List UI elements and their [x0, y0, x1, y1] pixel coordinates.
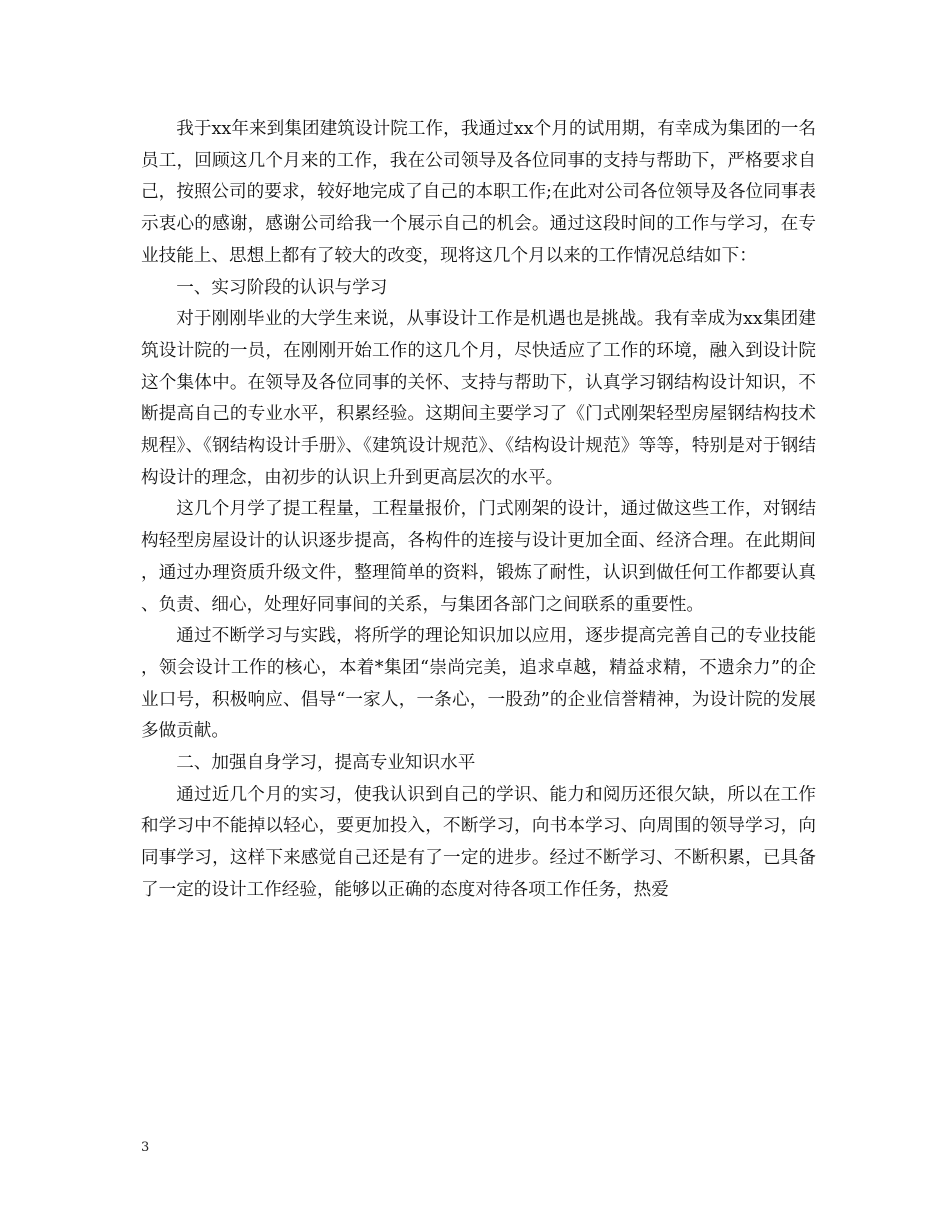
paragraph-intro: 我于xx年来到集团建筑设计院工作，我通过xx个月的试用期，有幸成为集团的一名员工，回顾这几个月来的工作，我在公司领导及各位同事的支持与帮助下，严格要求自己，按照公司的要求，较好地完成了自己的本职工作;在此对公司各位领导及各位同事表示衷心的感谢，感谢公司给我一个展示自己的机会。通过这段时间的工作与学习，在专业技能上、思想上都有了较大的改变，现将这几个月以来的工作情况总结如下：	[141, 119, 816, 266]
paragraph-work-experience: 这几个月学了提工程量，工程量报价，门式刚架的设计，通过做这些工作，对钢结构轻型房屋设计的认识逐步提高，各构件的连接与设计更加全面、经济合理。在此期间，通过办理资质升级文件，整理简单的资料，锻炼了耐性，认识到做任何工作都要认真、负责、细心，处理好同事间的关系，与集团各部门之间联系的重要性。	[141, 499, 816, 615]
paragraph-self-study: 通过近几个月的实习，使我认识到自己的学识、能力和阅历还很欠缺，所以在工作和学习中不能掉以轻心，要更加投入，不断学习，向书本学习、向周围的领导学习，向同事学习，这样下来感觉自己还是有了一定的进步。经过不断学习、不断积累，已具备了一定的设计工作经验，能够以正确的态度对待各项工作任务，热爱	[141, 784, 816, 900]
section-heading-2: 二、加强自身学习，提高专业知识水平	[176, 753, 476, 774]
section-heading-1: 一、实习阶段的认识与学习	[176, 277, 388, 298]
page-number: 3	[141, 1140, 150, 1155]
paragraph-practice: 通过不断学习与实践，将所学的理论知识加以应用，逐步提高完善自己的专业技能，领会设计工作的核心，本着*集团“崇尚完美，追求卓越，精益求精，不遗余力”的企业口号，积极响应、倡导“一家人，一条心，一股劲”的企业信誉精神，为设计院的发展多做贡献。	[141, 626, 816, 742]
document-body	[141, 114, 816, 907]
paragraph-design-challenge: 对于刚刚毕业的大学生来说，从事设计工作是机遇也是挑战。我有幸成为xx集团建筑设计院的一员，在刚刚开始工作的这几个月，尽快适应了工作的环境，融入到设计院这个集体中。在领导及各位同事的关怀、支持与帮助下，认真学习钢结构设计知识，不断提高自己的专业水平，积累经验。这期间主要学习了《门式刚架轻型房屋钢结构技术规程》、《钢结构设计手册》、《建筑设计规范》、《结构设计规范》等等，特别是对于钢结构设计的理念，由初步的认识上升到更高层次的水平。	[141, 309, 816, 488]
